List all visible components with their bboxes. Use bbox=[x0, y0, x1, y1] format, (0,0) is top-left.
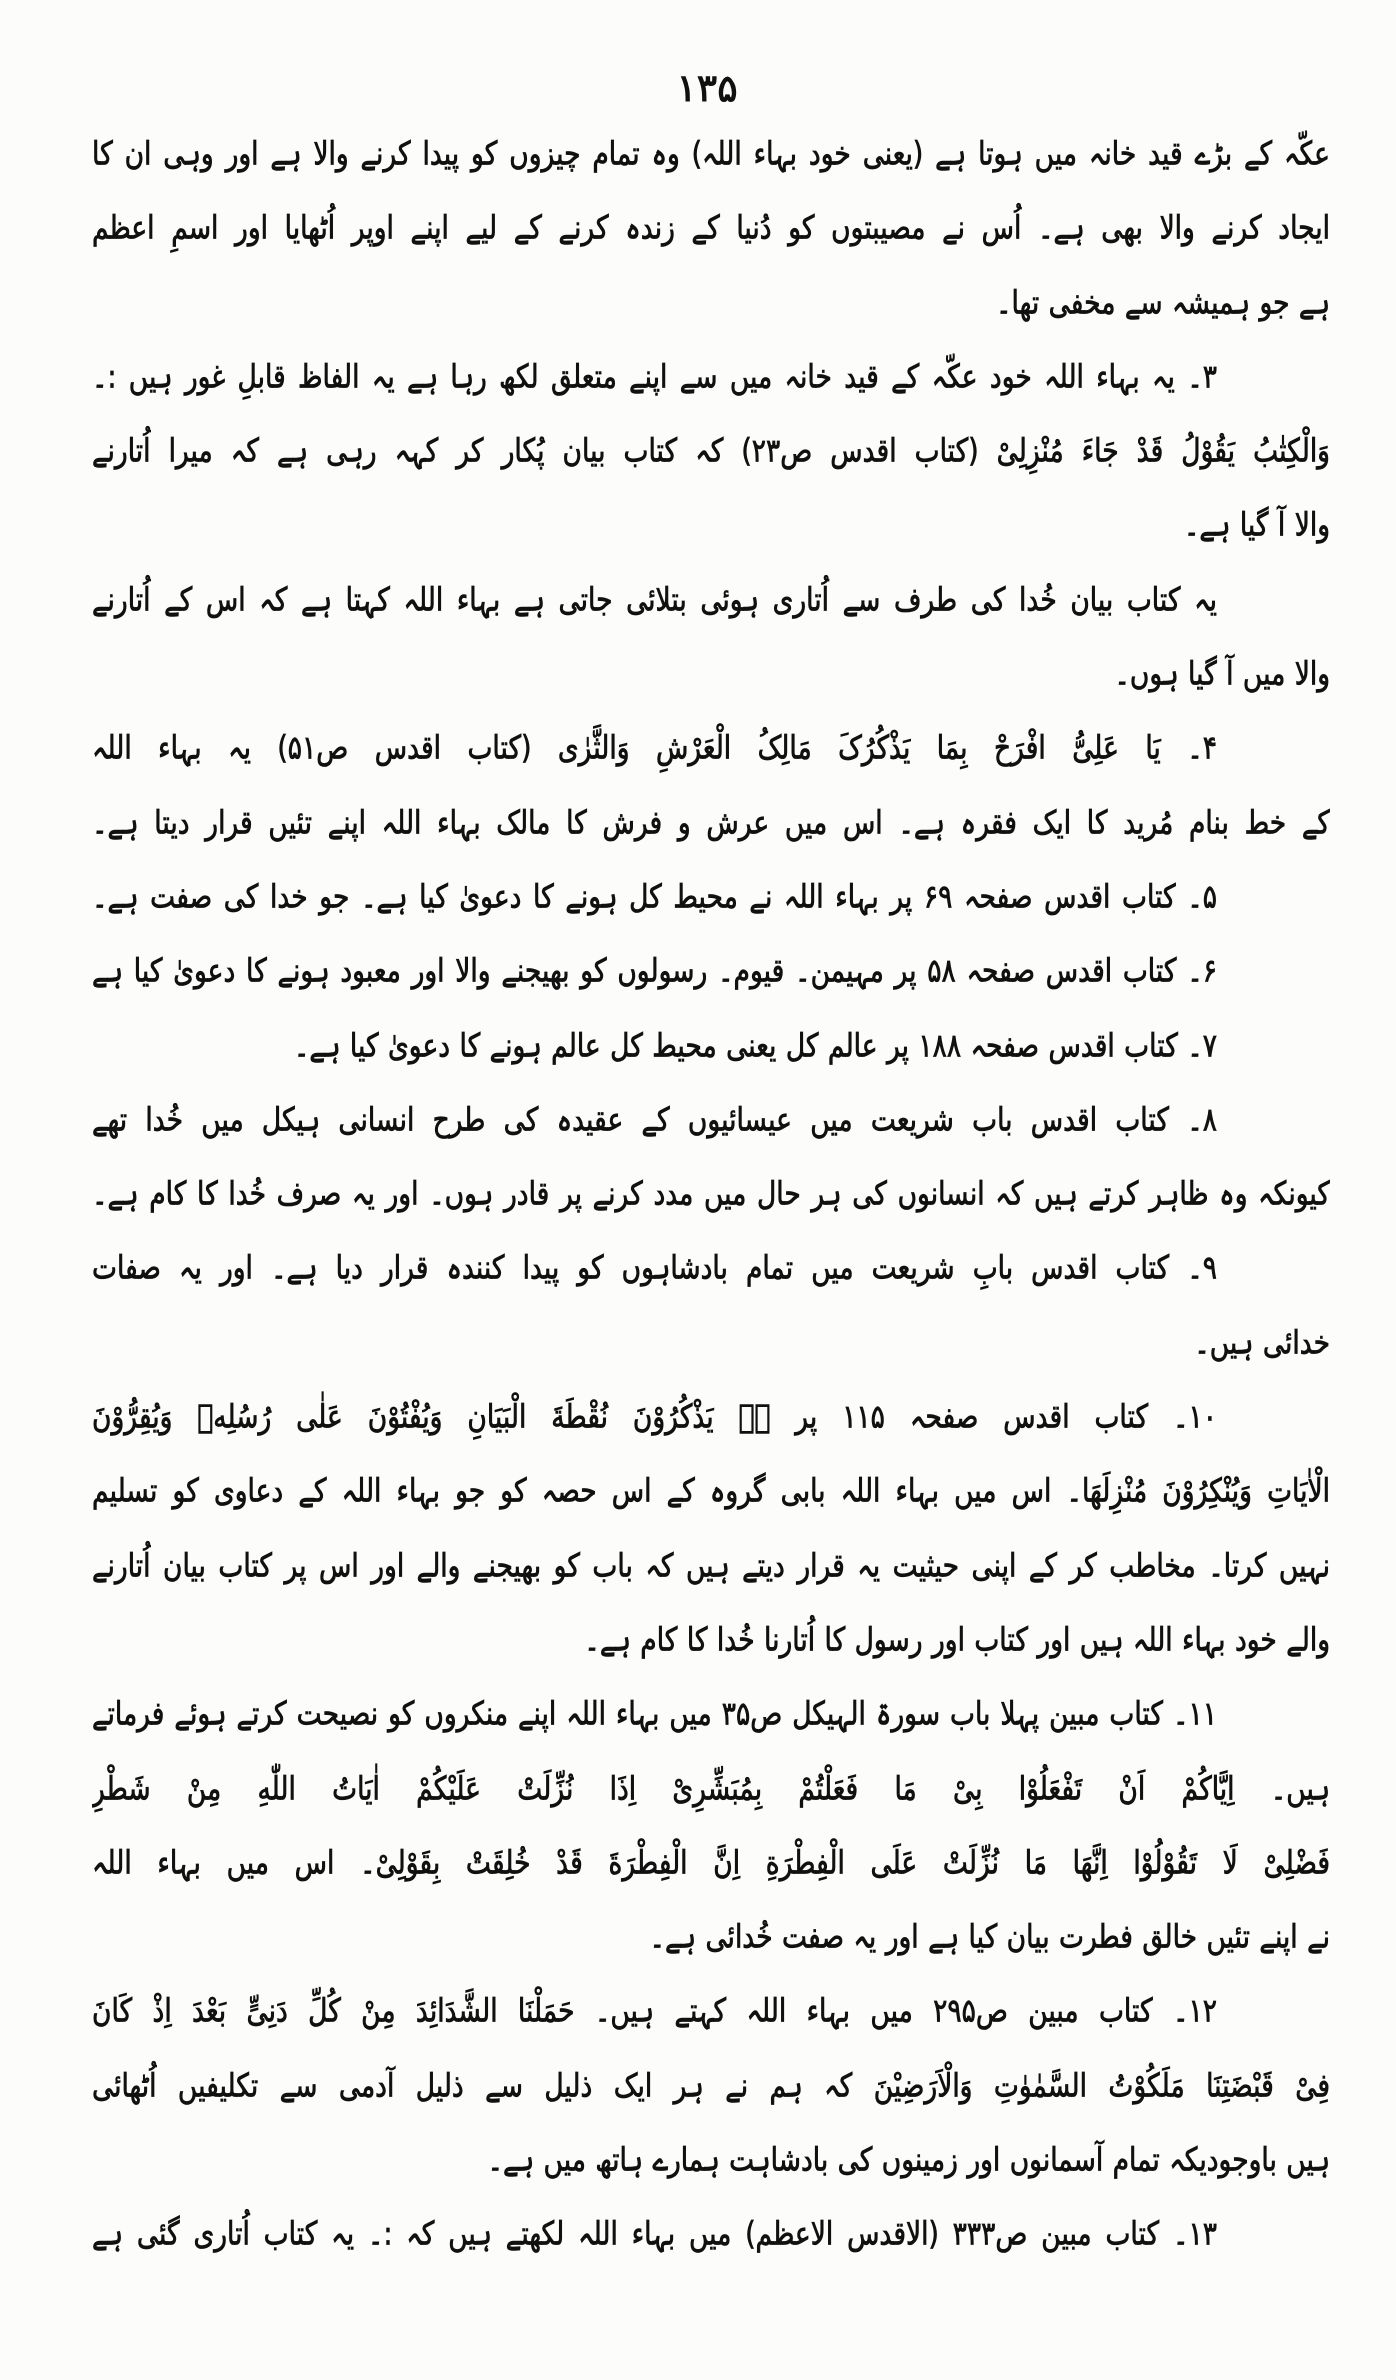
text-line: والے خود بہاء اللہ ہیں اور کتاب اور رسول کا اُتارنا خُدا کا کام ہے۔ bbox=[584, 1621, 1330, 1660]
text-line: ۱۰۔ کتاب اقدس صفحہ ۱۱۵ پر ہے یَذْکُرُوْنَ نُقْطَةَ الْبَیَانِ وَیُفْتُوْنَ عَلٰی رُسُلِهٖ وَیُقِرُّوْنَ bbox=[92, 1398, 1218, 1437]
text-line: یہ کتاب بیان خُدا کی طرف سے اُتاری ہوئی بتلائی جاتی ہے بہاء اللہ کہتا ہے کہ اس کے اُتارنے bbox=[92, 581, 1217, 620]
text-line: فَضْلِیْ لَا تَقُوْلُوْا اِنَّهَا مَا نُزِّلَتْ عَلَی الْفِطْرَةِ اِنَّ الْفِطْرَةَ قَدْ خُلِقَتْ بِقَوْلِیْ۔ اس میں بہاء اللہ bbox=[92, 1844, 1330, 1883]
text-line: ۱۲۔ کتاب مبین ص۲۹۵ میں بہاء اللہ کہتے ہیں۔ حَمَلْنَا الشَّدَائِدَ مِنْ کُلِّ دَنِیٍّ بَعْدَ اِذْ کَانَ bbox=[92, 1992, 1217, 2031]
text-line: ایجاد کرنے والا بھی ہے۔ اُس نے مصیبتوں کو دُنیا کے زندہ کرنے کے لیے اپنے اوپر اُٹھایا اور اسمِ اعظم bbox=[92, 209, 1330, 248]
paragraph-item-13 bbox=[92, 2198, 1330, 2272]
text-line: ۱۳۔ کتاب مبین ص۳۳۳ (الاقدس الاعظم) میں بہاء اللہ لکھتے ہیں کہ :۔ یہ کتاب اُتاری گئی ہے bbox=[92, 2215, 1217, 2254]
paragraph-item-9 bbox=[92, 1232, 1330, 1381]
paragraph-item-10 bbox=[92, 1381, 1330, 1678]
text-line: ۷۔ کتاب اقدس صفحہ ۱۸۸ پر عالم کل یعنی محیط کل عالم ہونے کا دعویٰ کیا ہے۔ bbox=[293, 1027, 1217, 1065]
text-line: الْاٰیَاتِ وَیُنْکِرُوْنَ مُنْزِلَهَا۔ اس میں بہاء اللہ بابی گروہ کے اس حصہ کو جو بہاء اللہ کے دعاوی کو تسلیم bbox=[92, 1472, 1330, 1511]
text-line: ہیں۔ اِیَّاکُمْ اَنْ تَفْعَلُوْا بِیْ مَا فَعَلْتُمْ بِمُبَشِّرِیْ اِذَا نُزِّلَتْ عَلَیْکُمْ اٰیَاتُ اللّٰهِ مِنْ شَطْرِ bbox=[92, 1769, 1330, 1808]
text-line: ۳۔ یہ بہاء اللہ خود عکّہ کے قید خانہ میں سے اپنے متعلق لکھ رہا ہے یہ الفاظ قابلِ غور ہیں :۔ bbox=[92, 358, 1217, 397]
text-line: نے اپنے تئیں خالق فطرت بیان کیا ہے اور یہ صفت خُدائی ہے۔ bbox=[649, 1918, 1330, 1957]
text-line: ۶۔ کتاب اقدس صفحہ ۵۸ پر مہیمن۔ قیوم۔ رسولوں کو بھیجنے والا اور معبود ہونے کا دعویٰ کیا ہے bbox=[92, 952, 1218, 991]
paragraph-continuation bbox=[92, 118, 1330, 341]
text-line: ۸۔ کتاب اقدس باب شریعت میں عیسائیوں کے عقیدہ کی طرح انسانی ہیکل میں خُدا تھے bbox=[92, 1101, 1217, 1140]
paragraph-explanation bbox=[92, 564, 1330, 713]
paragraph-item-3 bbox=[92, 341, 1330, 564]
text-line: ہیں باوجودیکہ تمام آسمانوں اور زمینوں کی بادشاہت ہمارے ہاتھ میں ہے۔ bbox=[487, 2141, 1330, 2180]
text-line: ۹۔ کتاب اقدس بابِ شریعت میں تمام بادشاہوں کو پیدا کنندہ قرار دیا ہے۔ اور یہ صفات bbox=[92, 1249, 1217, 1288]
text-line: نہیں کرتا۔ مخاطب کر کے اپنی حیثیت یہ قرار دیتے ہیں کہ باب کو بھیجنے والے اور اس پر کتاب بیان اُتارنے bbox=[92, 1547, 1330, 1585]
page-body bbox=[92, 118, 1330, 2273]
text-line: خدائی ہیں۔ bbox=[1194, 1324, 1330, 1363]
text-line: ہے جو ہمیشہ سے مخفی تھا۔ bbox=[996, 284, 1330, 322]
page-number: ۱۳۵ bbox=[676, 66, 738, 110]
paragraph-item-11 bbox=[92, 1678, 1330, 1975]
text-line: ۴۔ یَا عَلِیُّ افْرَحْ بِمَا یَذْکُرُکَ مَالِکُ الْعَرْشِ وَالثَّرٰی (کتاب اقدس ص۵۱) یہ بہاء اللہ bbox=[92, 729, 1218, 768]
text-line: کیونکہ وہ ظاہر کرتے ہیں کہ انسانوں کی ہر حال میں مدد کرنے پر قادر ہوں۔ اور یہ صرف خُدا کا کام ہے۔ bbox=[92, 1175, 1330, 1214]
paragraph-item-5 bbox=[92, 861, 1330, 935]
text-line: والا میں آ گیا ہوں۔ bbox=[1114, 655, 1330, 694]
paragraph-item-8 bbox=[92, 1084, 1330, 1233]
text-line: وَالْکِتٰبُ یَقُوْلُ قَدْ جَاءَ مُنْزِلِیْ (کتاب اقدس ص۲۳) کہ کتاب بیان پُکار کر کہہ رہی ہے کہ میرا اُتارنے bbox=[92, 432, 1330, 471]
paragraph-item-4 bbox=[92, 712, 1330, 861]
text-line: ۵۔ کتاب اقدس صفحہ ۶۹ پر بہاء اللہ نے محیط کل ہونے کا دعویٰ کیا ہے۔ جو خدا کی صفت ہے۔ bbox=[92, 878, 1217, 917]
paragraph-item-6 bbox=[92, 935, 1330, 1009]
text-line: کے خط بنام مُرید کا ایک فقرہ ہے۔ اس میں عرش و فرش کا مالک بہاء اللہ اپنے تئیں قرار دیتا ہے۔ bbox=[92, 804, 1330, 842]
text-line: ۱۱۔ کتاب مبین پہلا باب سورۃ الہیکل ص۳۵ میں بہاء اللہ اپنے منکروں کو نصیحت کرتے ہوئے فرماتے bbox=[92, 1695, 1217, 1734]
paragraph-item-12 bbox=[92, 1975, 1330, 2198]
paragraph-item-7 bbox=[92, 1010, 1330, 1084]
text-line: عکّہ کے بڑے قید خانہ میں ہوتا ہے (یعنی خود بہاء اللہ) وہ تمام چیزوں کو پیدا کرنے والا ہے اور وہی ان کا bbox=[92, 135, 1330, 174]
text-line: فِیْ قَبْضَتِنَا مَلَکُوْتُ السَّمٰوٰتِ وَالْاَرَضِیْنَ کہ ہم نے ہر ایک ذلیل سے ذلیل آدمی سے تکلیفیں اُٹھائی bbox=[92, 2067, 1330, 2105]
text-line: والا آ گیا ہے۔ bbox=[1183, 506, 1330, 545]
